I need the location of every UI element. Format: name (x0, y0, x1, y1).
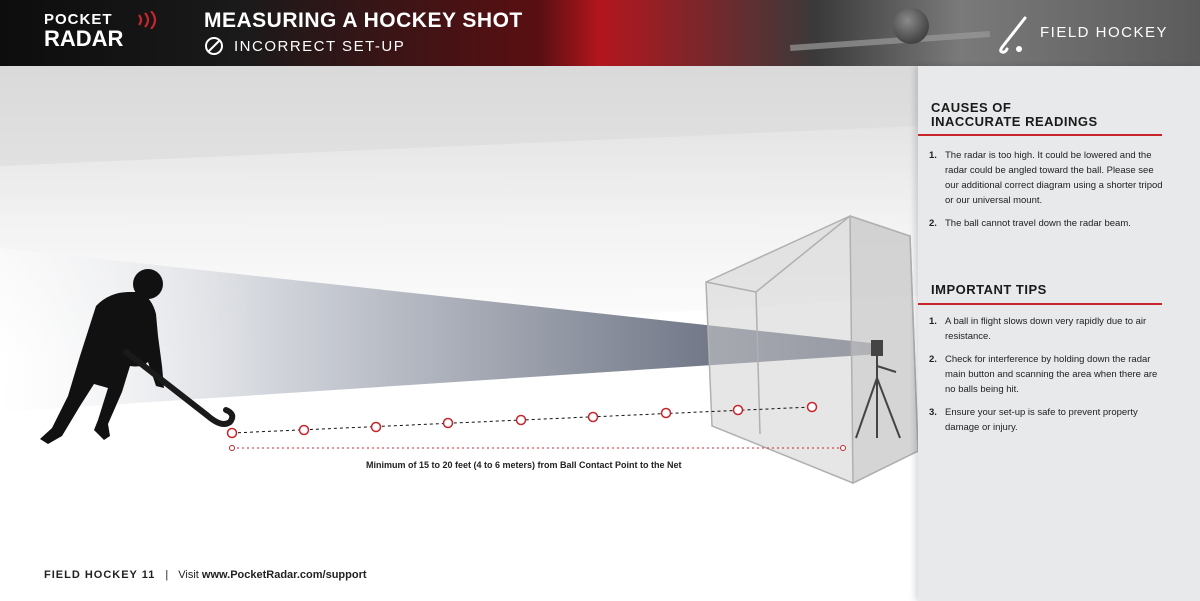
radar-waves-icon (136, 11, 160, 29)
page-subtitle (204, 36, 405, 56)
footer-visit-text: Visit (178, 569, 202, 581)
support-link[interactable]: www.PocketRadar.com/support (201, 569, 367, 581)
item-text: Check for interference by holding down the radar main button and scanning the area when there are no balls being hit. (945, 354, 1158, 395)
item-number: 3. (929, 407, 937, 418)
tips-divider (918, 303, 1162, 305)
pocket-radar-logo (44, 12, 123, 50)
item-text: A ball in flight slows down very rapidly due to air resistance. (945, 316, 1147, 342)
causes-heading-line-1: CAUSES OF (931, 100, 1012, 115)
tips-list (929, 314, 1165, 443)
item-number: 1. (929, 150, 937, 161)
subtitle-text: INCORRECT SET-UP (234, 37, 406, 55)
sport-label: FIELD HOCKEY (1040, 24, 1169, 41)
item-number: 1. (929, 316, 937, 327)
page-title: MEASURING A HOCKEY SHOT (204, 9, 523, 32)
item-text: The ball cannot travel down the radar beam. (945, 218, 1131, 229)
tips-heading: IMPORTANT TIPS (931, 282, 1047, 297)
footer-page-label: FIELD HOCKEY 11 (44, 569, 156, 581)
info-panel (918, 66, 1200, 601)
list-item (929, 352, 1165, 397)
hockey-stick-photo (790, 31, 990, 51)
page-footer (44, 569, 367, 581)
list-item (929, 216, 1165, 231)
causes-heading (931, 101, 1098, 129)
scene-illustration (0, 66, 918, 601)
causes-heading-line-2: INACCURATE READINGS (931, 114, 1098, 129)
hockey-ball-photo (893, 8, 929, 44)
header-bar (0, 0, 1200, 66)
item-text: Ensure your set-up is safe to prevent property damage or injury. (945, 407, 1138, 433)
list-item (929, 314, 1165, 344)
item-number: 2. (929, 354, 937, 365)
logo-line-2: RADAR (44, 26, 124, 51)
item-text: The radar is too high. It could be lowered and the radar could be angled toward the ball. Please see our additional correct diagram using a shorter tripod or our universal mount. (945, 150, 1163, 206)
causes-list (929, 148, 1165, 239)
logo-line-1: POCKET (44, 11, 113, 28)
diagram-scene (0, 66, 918, 601)
field-hockey-stick-icon (995, 16, 1031, 54)
footer-separator: | (165, 569, 169, 581)
list-item (929, 405, 1165, 435)
distance-caption: Minimum of 15 to 20 feet (4 to 6 meters) from Ball Contact Point to the Net (366, 460, 682, 470)
item-number: 2. (929, 218, 937, 229)
prohibited-icon (204, 36, 224, 56)
list-item (929, 148, 1165, 208)
causes-divider (918, 134, 1162, 136)
